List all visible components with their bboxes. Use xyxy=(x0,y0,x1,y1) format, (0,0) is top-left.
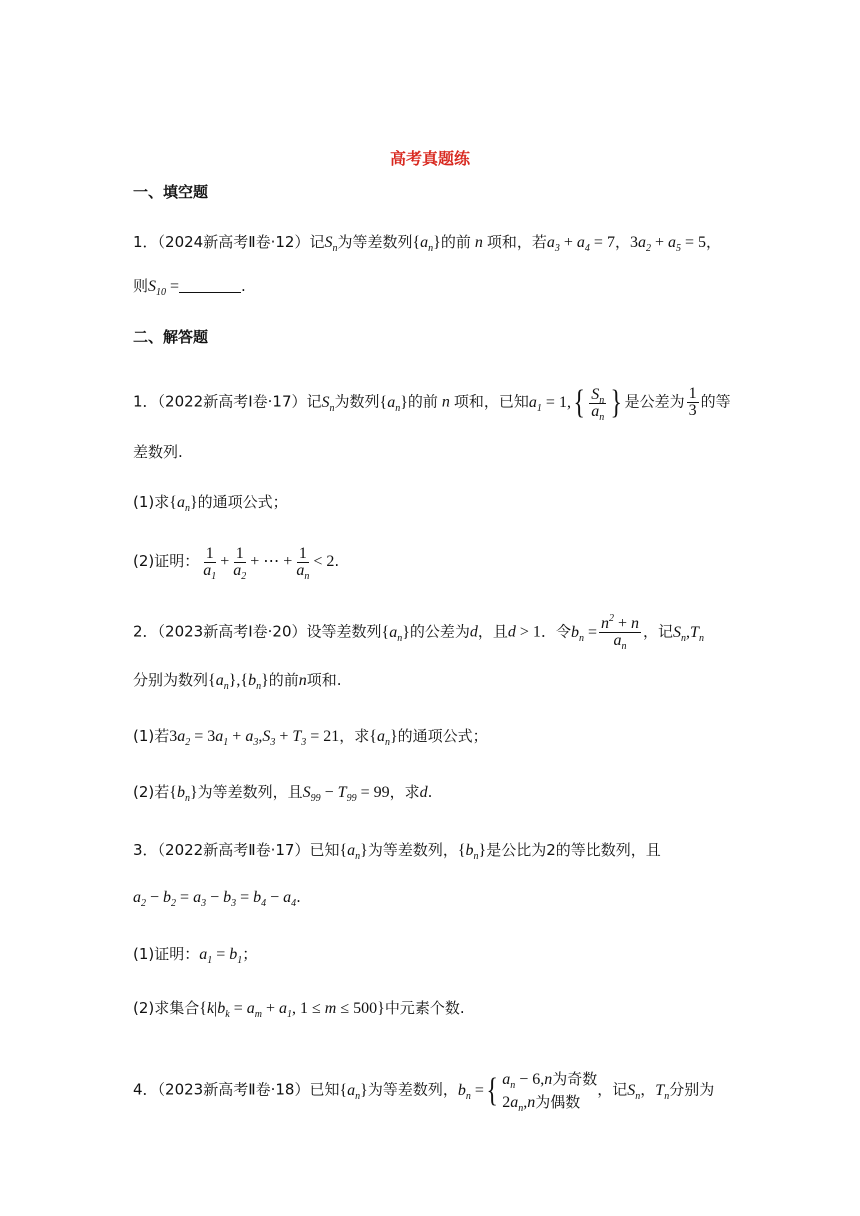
fill-question-1-line-1: 1．（2024新高考Ⅱ卷·12）记$S_n$为等差数列$\{a_n\}$的前 n 项和，若$a_3 + a_4 = 7$，$3a_2 + a_5 = 5$， xyxy=(133,233,722,254)
problem-3-line-2: $a_2 - b_2 = a_3 - b_3 = b_4 - a_4$. xyxy=(133,888,301,909)
problem-4-line-1: 4．（2023新高考Ⅱ卷·18）已知$\{a_n\}$为等差数列，$b_n$ ={ $a_n - 6,n$为奇数 $2a_n,n$为偶数 ，记$S_n$，$T_n$分别为 xyxy=(133,1070,715,1114)
problem-3-part-1: (1)证明：$a_1 = b_1$； xyxy=(133,945,258,966)
page-title: 高考真题练 xyxy=(389,149,470,168)
problem-1-line-1: 1．（2022新高考Ⅰ卷·17）记$S_n$为数列$\{a_n\}$的前 n 项和，已知$a_1 = 1$,{ $\frac{S_n}{a_n}$ } 是公差为 $\frac{1}{3}$ 的等 xyxy=(133,384,731,423)
problem-1-part-1: (1)求$\{a_n\}$的通项公式； xyxy=(133,493,288,514)
problem-2-line-2: 分别为数列$\{a_n\},\{b_n\}$的前n项和. xyxy=(133,671,342,692)
fill-question-1-line-2: 则$S_{10}$ = . xyxy=(133,277,246,298)
problem-1-part-2: (2)证明： $\frac{1}{a_1}$ + $\frac{1}{a_2}$ + ⋯ + $\frac{1}{a_n}$ < 2. xyxy=(133,545,340,582)
problem-2-part-2: (2)若$\{b_n\}$为等差数列，且$S_{99} - T_{99} = 99$，求d. xyxy=(133,783,433,804)
problem-2-line-1: 2．（2023新高考Ⅰ卷·20）设等差数列$\{a_n\}$的公差为d，且d > 1．令$b_n$ = $\frac{n^2 + n}{a_n}$ ，记$S_n,T_n$ xyxy=(133,613,704,652)
section-heading-solutions: 二、解答题 xyxy=(133,328,209,346)
problem-3-line-1: 3．（2022新高考Ⅱ卷·17）已知$\{a_n\}$为等差数列，$\{b_n\}$是公比为2的等比数列，且 xyxy=(133,841,661,862)
section-heading-fill-in: 一、填空题 xyxy=(133,183,209,201)
problem-3-part-2: (2)求集合{$k|b_k = a_m + a_1$, 1 ≤ m ≤ 500}中元素个数. xyxy=(133,999,465,1020)
problem-2-part-1: (1)若$3a_2 = 3a_1 + a_3,S_3 + T_3 = 21$，求$\{a_n\}$的通项公式； xyxy=(133,727,488,748)
answer-blank xyxy=(179,276,241,293)
problem-1-line-2: 差数列. xyxy=(133,443,183,461)
